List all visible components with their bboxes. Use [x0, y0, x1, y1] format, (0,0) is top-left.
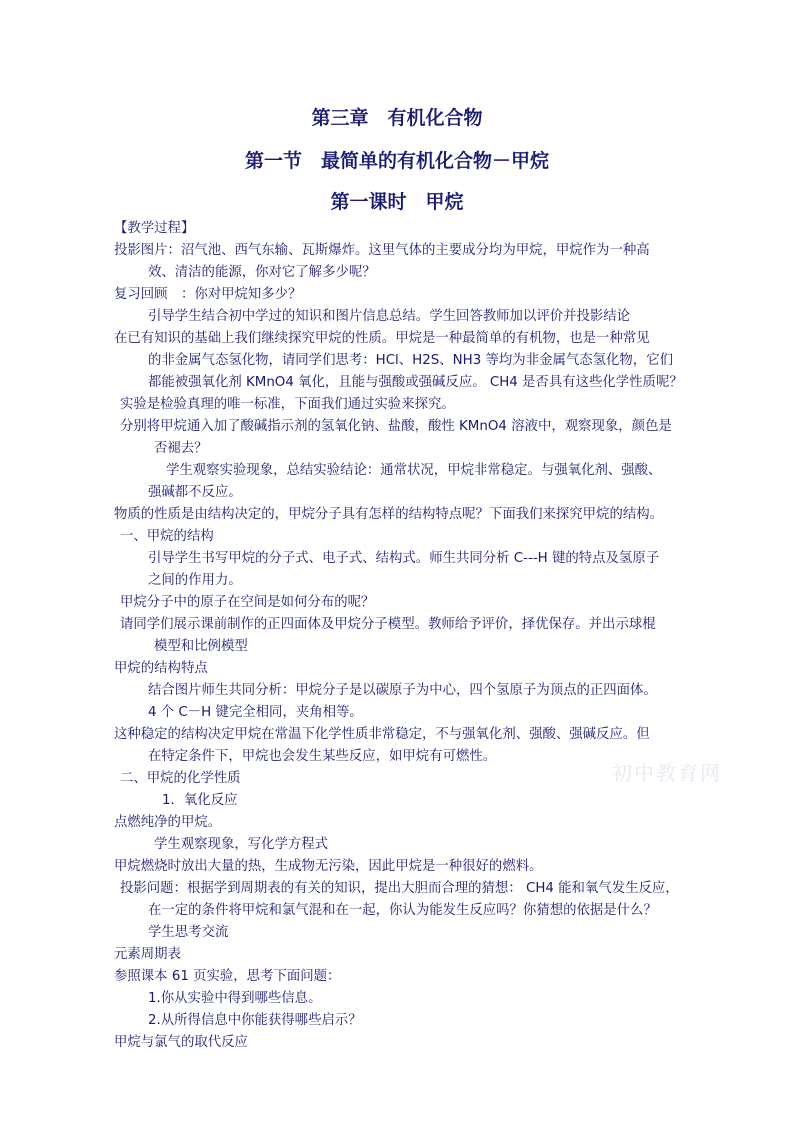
body-line: 在一定的条件将甲烷和氯气混和在一起，你认为能发生反应吗？你猜想的依据是什么？	[148, 903, 657, 918]
body-line: 结合图片师生共同分析：甲烷分子是以碳原子为中心，四个氢原子为顶点的正四面体。	[148, 683, 657, 698]
body-line: 这种稳定的结构决定甲烷在常温下化学性质非常稳定，不与强氧化剂、强酸、强碱反应。但	[114, 727, 650, 742]
heading-chemical-properties: 二、甲烷的化学性质	[120, 771, 241, 786]
body-line: 物质的性质是由结构决定的，甲烷分子具有怎样的结构特点呢？下面我们来探究甲烷的结构。	[114, 507, 664, 522]
body-line: 模型和比例模型	[154, 639, 248, 654]
body-line: 在已有知识的基础上我们继续探究甲烷的性质。甲烷是一种最简单的有机物，也是一种常见	[114, 331, 650, 346]
body-line: 甲烷燃烧时放出大量的热，生成物无污染，因此甲烷是一种很好的燃料。	[114, 859, 543, 874]
body-line: 在特定条件下，甲烷也会发生某些反应，如甲烷有可燃性。	[148, 749, 497, 764]
chapter-title: 第三章 有机化合物	[311, 107, 483, 129]
body-line: 复习回顾 ：你对甲烷知多少？	[114, 287, 302, 302]
body-line: 之间的作用力。	[148, 573, 242, 588]
body-line: 2.从所得信息中你能获得哪些启示？	[148, 1013, 362, 1028]
body-line: 学生观察实验现象，总结实验结论：通常状况，甲烷非常稳定。与强氧化剂、强酸、	[166, 463, 662, 478]
body-line: 引导学生结合初中学过的知识和图片信息总结。学生回答教师加以评价并投影结论	[148, 309, 631, 324]
body-line: 1．氧化反应	[162, 793, 238, 808]
body-line: 甲烷分子中的原子在空间是如何分布的呢？	[120, 595, 375, 610]
body-line: 【教学过程】	[114, 221, 195, 236]
watermark-text: 初中教育网	[612, 761, 722, 785]
heading-structure: 一、甲烷的结构	[120, 529, 214, 544]
body-line: 4 个 C－H 键完全相同，夹角相等。	[148, 705, 363, 720]
body-line: 甲烷的结构特点	[114, 661, 208, 676]
body-line: 学生观察现象，写化学方程式	[154, 837, 329, 852]
body-line: 参照课本 61 页实验，思考下面问题：	[114, 969, 341, 984]
body-line: 1.你从实验中得到哪些信息。	[148, 991, 322, 1006]
lesson-title: 第一课时 甲烷	[330, 191, 464, 213]
body-line: 都能被强氧化剂 KMnO4 氧化，且能与强酸或强碱反应。 CH4 是否具有这些化学性质呢？	[148, 375, 683, 390]
body-line: 学生思考交流	[148, 925, 229, 940]
body-line: 元素周期表	[114, 947, 181, 962]
body-line: 点燃纯净的甲烷。	[114, 815, 222, 830]
body-line: 甲烷与氯气的取代反应	[114, 1035, 248, 1050]
body-line: 投影问题：根据学到周期表的有关的知识，提出大胆而合理的猜想： CH4 能和氧气发生反应，	[120, 881, 679, 896]
body-line: 分别将甲烷通入加了酸碱指示剂的氢氧化钠、盐酸，酸性 KMnO4 溶液中，观察现象，颜色是	[120, 419, 672, 434]
body-line: 的非金属气态氢化物，请同学们思考：HCl、H2S、NH3 等均为非金属气态氢化物，它们	[148, 353, 673, 368]
body-line: 引导学生书写甲烷的分子式、电子式、结构式。师生共同分析 C---H 键的特点及氢原子	[148, 551, 660, 566]
body-line: 效、清洁的能源，你对它了解多少呢？	[148, 265, 376, 280]
body-line: 请同学们展示课前制作的正四面体及甲烷分子模型。教师给予评价，择优保存。并出示球棍	[120, 617, 656, 632]
body-line: 否褪去？	[154, 441, 208, 456]
body-line: 强碱都不反应。	[148, 485, 242, 500]
body-line: 投影图片：沼气池、西气东输、瓦斯爆炸。这里气体的主要成分均为甲烷，甲烷作为一种高	[114, 243, 650, 258]
section-title: 第一节 最简单的有机化合物－甲烷	[244, 150, 549, 172]
body-line: 实验是检验真理的唯一标准，下面我们通过实验来探究。	[120, 397, 455, 412]
